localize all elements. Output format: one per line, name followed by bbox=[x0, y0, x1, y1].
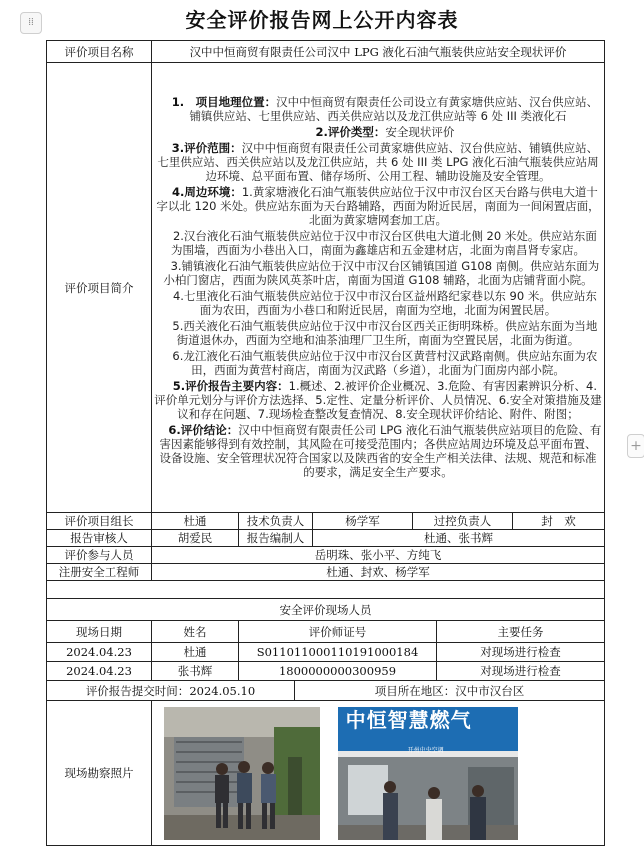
row-leaders bbox=[47, 513, 605, 530]
reviewer-label: 报告审核人 bbox=[47, 530, 152, 547]
summary-scope-text: 汉中中恒商贸有限责任公司黄家塘供应站、汉台供应站、铺镇供应站、七里供应站、西关供应站以及龙江供应站，共 6 处 III 类 LPG 液化石油气瓶装供应站周边环境、总平面布置、储存场所、公用工程、辅助设施及安全管理。 bbox=[157, 140, 599, 183]
onsite-section-title: 安全评价现场人员 bbox=[47, 599, 605, 621]
region-value: 汉中市汉台区 bbox=[455, 683, 525, 698]
photos-cell bbox=[152, 701, 605, 846]
page-title: 安全评价报告网上公开内容表 bbox=[185, 8, 459, 32]
reviewer-value: 胡爱民 bbox=[152, 530, 239, 547]
submit-cell bbox=[47, 681, 295, 701]
summary-type-text: 安全现状评价 bbox=[385, 124, 455, 139]
header-cert: 评价师证号 bbox=[239, 621, 437, 643]
summary-station-2: 2.汉台液化石油气瓶装供应站位于汉中市汉台区供电大道北侧 20 米处。供应站东面为围墙，西面为小巷出入口，南面为鑫雄店和五金建材店，北面为南昌肾专家店。 bbox=[171, 228, 597, 257]
site-photo-2 bbox=[338, 707, 518, 840]
onsite-task: 对现场进行检查 bbox=[437, 643, 605, 662]
summary-location-heading: 1. 项目地理位置： bbox=[171, 94, 277, 109]
onsite-task: 对现场进行检查 bbox=[437, 662, 605, 681]
summary-conclusion-heading: 6.评价结论： bbox=[168, 422, 239, 437]
summary-station-3: 3.铺镇液化石油气瓶装供应站位于汉中市汉台区铺镇国道 G108 南侧。供应站东面为小柏门窗店，西面为陕风英茶叶店，南面为国道 G108 辅路，北面为店铺背面小院。 bbox=[163, 258, 600, 287]
onsite-name: 杜通 bbox=[152, 643, 239, 662]
row-summary bbox=[47, 63, 605, 513]
summary-label: 评价项目简介 bbox=[47, 63, 152, 513]
tech-label: 技术负责人 bbox=[239, 513, 313, 530]
summary-station-4: 4.七里液化石油气瓶装供应站位于汉中市汉台区益州路纪家巷以东 90 米。供应站东面为农田，西面为小巷口和附近民居，南面为空地，北面为闲置民居。 bbox=[172, 288, 597, 317]
header-name: 姓名 bbox=[152, 621, 239, 643]
compiler-label: 报告编制人 bbox=[239, 530, 313, 547]
row-project-name bbox=[47, 41, 605, 63]
process-value: 封 欢 bbox=[513, 513, 605, 530]
table-row bbox=[47, 662, 605, 681]
region-cell bbox=[295, 681, 605, 701]
summary-scope-heading: 3.评价范围： bbox=[171, 140, 242, 155]
summary-surroundings-text: 1.黄家塘液化石油气瓶装供应站位于汉中市汉台区天台路与供电大道十字以北 120 米处。供应站东面为天台路辅路，西面为附近民居，南面为一间闲置店面，北面为黄家塘网套加工店。 bbox=[156, 184, 600, 227]
summary-station-5: 5.西关液化石油气瓶装供应站位于汉中市汉台区西关正街明珠桥。供应站东面为当地街道退休办，西面为空地和油茶油理厂卫生所，南面为空置民居，北面为街道。 bbox=[172, 318, 598, 347]
onsite-date: 2024.04.23 bbox=[47, 643, 152, 662]
summary-station-6: 6.龙江液化石油气瓶装供应站位于汉中市汉台区黄营村汉武路南侧。供应站东面为农田，西面为黄营村商店，南面为汉武路（乡道），北面为门面房内部小院。 bbox=[172, 348, 598, 377]
summary-type-heading: 2.评价类型： bbox=[315, 124, 386, 139]
summary-location-text: 汉中中恒商贸有限责任公司设立有黄家塘供应站、汉台供应站、铺镇供应站、七里供应站、西关供应站以及龙江供应站等 6 处 III 类液化石 bbox=[189, 94, 599, 123]
submit-label: 评价报告提交时间： bbox=[85, 683, 190, 698]
tech-value: 杨学军 bbox=[313, 513, 413, 530]
onsite-cert: S011011000110191000184 bbox=[239, 643, 437, 662]
summary-contents-heading: 5.评价报告主要内容： bbox=[172, 378, 289, 393]
row-review bbox=[47, 530, 605, 547]
shop-sign-text: 中恒智慧燃气 bbox=[345, 707, 472, 732]
row-onsite-header bbox=[47, 621, 605, 643]
table-row bbox=[47, 643, 605, 662]
photos-label: 现场勘察照片 bbox=[47, 701, 152, 846]
add-block-icon[interactable]: + bbox=[627, 434, 644, 458]
row-engineers bbox=[47, 564, 605, 581]
row-photos bbox=[47, 701, 605, 846]
blank-row bbox=[47, 581, 605, 599]
onsite-date: 2024.04.23 bbox=[47, 662, 152, 681]
leader-label: 评价项目组长 bbox=[47, 513, 152, 530]
compiler-value: 杜通、张书辉 bbox=[313, 530, 605, 547]
participants-value: 岳明珠、张小平、方纯飞 bbox=[152, 547, 605, 564]
row-participants bbox=[47, 547, 605, 564]
participants-label: 评价参与人员 bbox=[47, 547, 152, 564]
summary-contents-text: 1.概述、2.被评价企业概况、3.危险、有害因素辨识分析、4.评价单元划分与评价方法选择、5.定性、定量分析评价、人员情况、6.安全对策措施及建议和存在问题、7.现场检查整改复查情况、8.安全现状评价结论、附件、附图； bbox=[154, 378, 602, 421]
onsite-cert: 1800000000300959 bbox=[239, 662, 437, 681]
project-name-value: 汉中中恒商贸有限责任公司汉中 LPG 液化石油气瓶装供应站安全现状评价 bbox=[152, 41, 605, 63]
header-task: 主要任务 bbox=[437, 621, 605, 643]
process-label: 过控负责人 bbox=[413, 513, 513, 530]
header-date: 现场日期 bbox=[47, 621, 152, 643]
summary-surroundings-heading: 4.周边环境： bbox=[171, 184, 242, 199]
report-table bbox=[46, 40, 605, 846]
submit-date: 2024.05.10 bbox=[189, 683, 256, 698]
row-onsite-title bbox=[47, 599, 605, 621]
drag-handle-icon[interactable]: ⁞⁞ bbox=[20, 12, 42, 34]
region-label: 项目所在地区： bbox=[374, 683, 456, 698]
leader-value: 杜通 bbox=[152, 513, 239, 530]
summary-content bbox=[152, 63, 605, 513]
project-name-label: 评价项目名称 bbox=[47, 41, 152, 63]
shop-subsign-text: 开州中央空调 bbox=[407, 746, 444, 754]
site-photo-1 bbox=[164, 707, 320, 840]
engineers-label: 注册安全工程师 bbox=[47, 564, 152, 581]
summary-conclusion-text: 汉中中恒商贸有限责任公司 LPG 液化石油气瓶装供应站项目的危险、有害因素能够得到有效控制，其风险在可接受范围内；各供应站周边环境及总平面布置、设备设施、安全管理状况符合国家以及陕西省的安全生产相关法律、法规、规范和标准的要求，满足安全生产要求。 bbox=[159, 422, 602, 479]
engineers-value: 杜通、封欢、杨学军 bbox=[152, 564, 605, 581]
row-submit bbox=[47, 681, 605, 701]
row-spacer bbox=[47, 581, 605, 599]
onsite-name: 张书辉 bbox=[152, 662, 239, 681]
